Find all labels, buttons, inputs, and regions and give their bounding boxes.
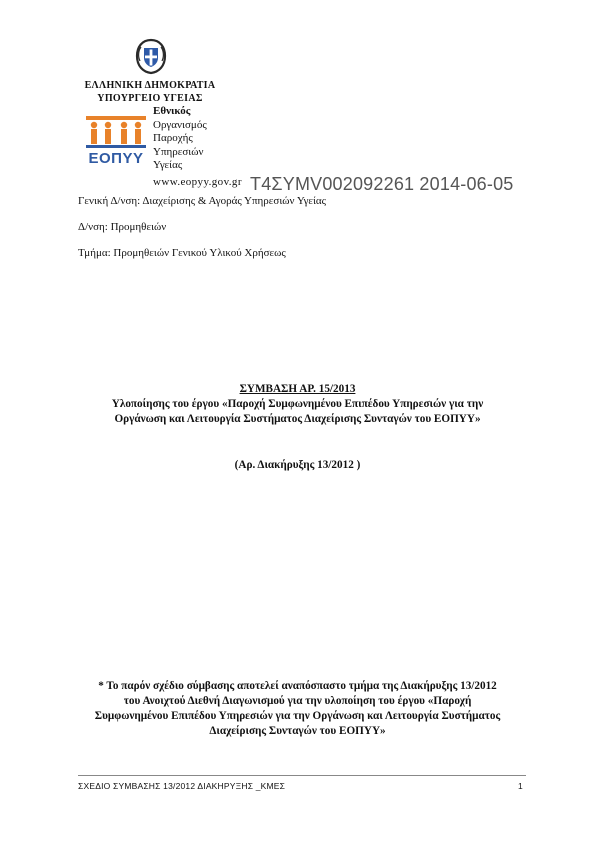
org-line-3: Παροχής	[153, 132, 193, 145]
note-line-3: Συμφωνημένου Επιπέδου Υπηρεσιών για την Οργάνωση και Λειτουργία Συστήματος	[94, 710, 501, 722]
department: Τμήμα: Προμηθειών Γενικού Υλικού Χρήσεως	[78, 247, 286, 259]
note-line-1: * Το παρόν σχέδιο σύμβασης αποτελεί αναπόσπαστο τμήμα της Διακήρυξης 13/2012	[98, 680, 497, 692]
directorate: Δ/νση: Προμηθειών	[78, 221, 167, 233]
ministry-label: ΥΠΟΥΡΓΕΙΟ ΥΓΕΙΑΣ	[97, 93, 203, 104]
footer-divider	[78, 775, 526, 776]
general-directorate: Γενική Δ/νση: Διαχείρισης & Αγοράς Υπηρεσιών Υγείας	[78, 195, 327, 207]
org-line-4: Υπηρεσιών	[153, 145, 204, 158]
note-line-2: του Ανοιχτού Διεθνή Διαγωνισμού για την υλοποίηση του έργου «Παροχή	[123, 695, 472, 707]
ada-stamp: Τ4ΣΥΜV002092261 2014-06-05	[250, 174, 514, 194]
page-number: 1	[518, 781, 523, 791]
declaration-number: (Αρ. Διακήρυξης 13/2012 )	[234, 459, 361, 471]
organization-name	[153, 105, 207, 173]
republic-label: ΕΛΛΗΝΙΚΗ ΔΗΜΟΚΡΑΤΙΑ	[84, 80, 216, 91]
contract-subtitle-2: Οργάνωση και Λειτουργία Συστήματος Διαχείρισης Συνταγών του ΕΟΠΥΥ»	[114, 413, 481, 425]
greek-state-emblem-icon	[133, 37, 169, 75]
org-line-1: Εθνικός	[153, 105, 191, 117]
website-link[interactable]: www.eopyy.gov.gr	[153, 176, 242, 188]
eopyy-logo-text: ΕΟΠΥΥ	[88, 150, 144, 167]
contract-subtitle-1: Υλοποίησης του έργου «Παροχή Συμφωνημένου Επιπέδου Υπηρεσιών για την	[111, 398, 484, 410]
org-line-5: Υγείας	[153, 159, 183, 172]
draft-note	[60, 679, 535, 739]
note-line-4: Διαχείρισης Συνταγών του ΕΟΠΥΥ»	[209, 725, 386, 737]
contract-title-block	[60, 382, 535, 427]
footer-text: ΣΧΕΔΙΟ ΣΥΜΒΑΣΗΣ 13/2012 ΔΙΑΚΗΡΥΞΗΣ _ΚΜΕΣ	[78, 781, 286, 791]
contract-title: ΣΥΜΒΑΣΗ ΑΡ. 15/2013	[239, 383, 356, 395]
org-line-2: Οργανισμός	[153, 118, 207, 131]
